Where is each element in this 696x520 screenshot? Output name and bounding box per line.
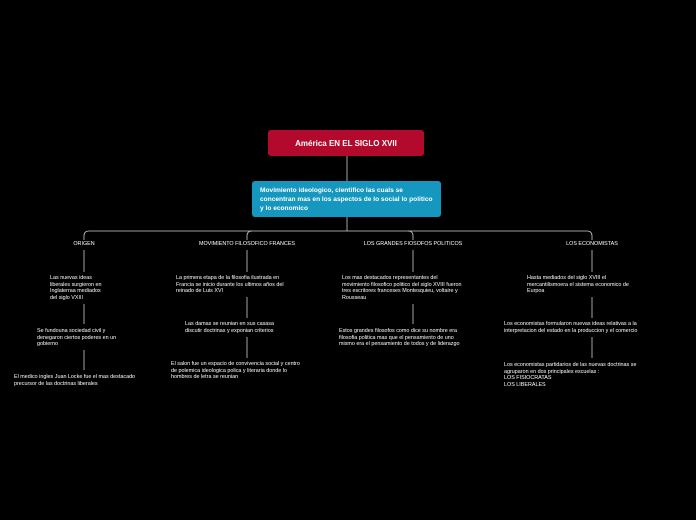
- frances-item-3[interactable]: El salon fue un espacio de convivencia social y centro de polemica ideologica polica y literaria donde lo hombres de letra se reunian: [171, 361, 300, 381]
- root-topic[interactable]: América EN EL SIGLO XVII: [268, 130, 424, 156]
- origen-item-3[interactable]: El medico ingles Juan Locke fue el mas destacado precursor de las doctrinas liberales: [14, 374, 136, 387]
- economistas-item-1[interactable]: Hasta mediados del siglo XVIII el mercantilismoera el sistema economico de Eurpoa: [527, 275, 629, 295]
- branch-movimiento-filosofico-frances[interactable]: MOVIMIENTO FILOSOFICO FRANCES: [198, 241, 296, 247]
- branch-origen[interactable]: ORIGEN: [73, 241, 95, 247]
- filosofos-item-1[interactable]: Los mas destacados representantes del movimiento filosofico politico del siglo XVIII fueron tres escritores franceses Montesquieu, voltaire y Rousseau: [342, 275, 462, 301]
- origen-item-1[interactable]: Las nuevas ideas liberales surgieron en Inglaterraa mediados del siglo VXIII: [50, 275, 102, 301]
- branch-economistas[interactable]: LOS ECONOMISTAS: [566, 241, 618, 247]
- frances-item-1[interactable]: La primera etapa de la filosofia ilustrada en Francia se inicio durante los ultimos años del reinado de Luis XVI: [176, 275, 284, 295]
- economistas-item-2[interactable]: Los economistas formularon nuevas ideas relativas a la interpretacion del estado en la produccion y el comercio: [504, 321, 638, 334]
- origen-item-2[interactable]: Se fundouna sociedad civil y denegaron ciertos poderes en un gobierno: [37, 328, 117, 348]
- economistas-item-3[interactable]: Los economistas partidarios de las nuevas doctrinas se agruparon en dos principales escuelas : LOS FISIOCRATAS LOS LIBERALES: [504, 362, 637, 388]
- branch-grandes-filosofos-politicos[interactable]: LOS GRANDES FIOSOFOS POLITICOS: [363, 241, 463, 247]
- main-topic[interactable]: Movimiento ideologico, cientifico las cuals se concentran mas en los aspectos de lo social lo politico y lo economico: [252, 181, 441, 217]
- frances-item-2[interactable]: Las damas se reunian en sus casasa discutir doctrinas y exponian criterios: [185, 321, 274, 334]
- filosofos-item-2[interactable]: Estos grandes filosofos como dice su nombre era filosofia politica mas que el pensamiento de uno mismo era el pensamiento de todos y de liderazgo: [339, 328, 460, 348]
